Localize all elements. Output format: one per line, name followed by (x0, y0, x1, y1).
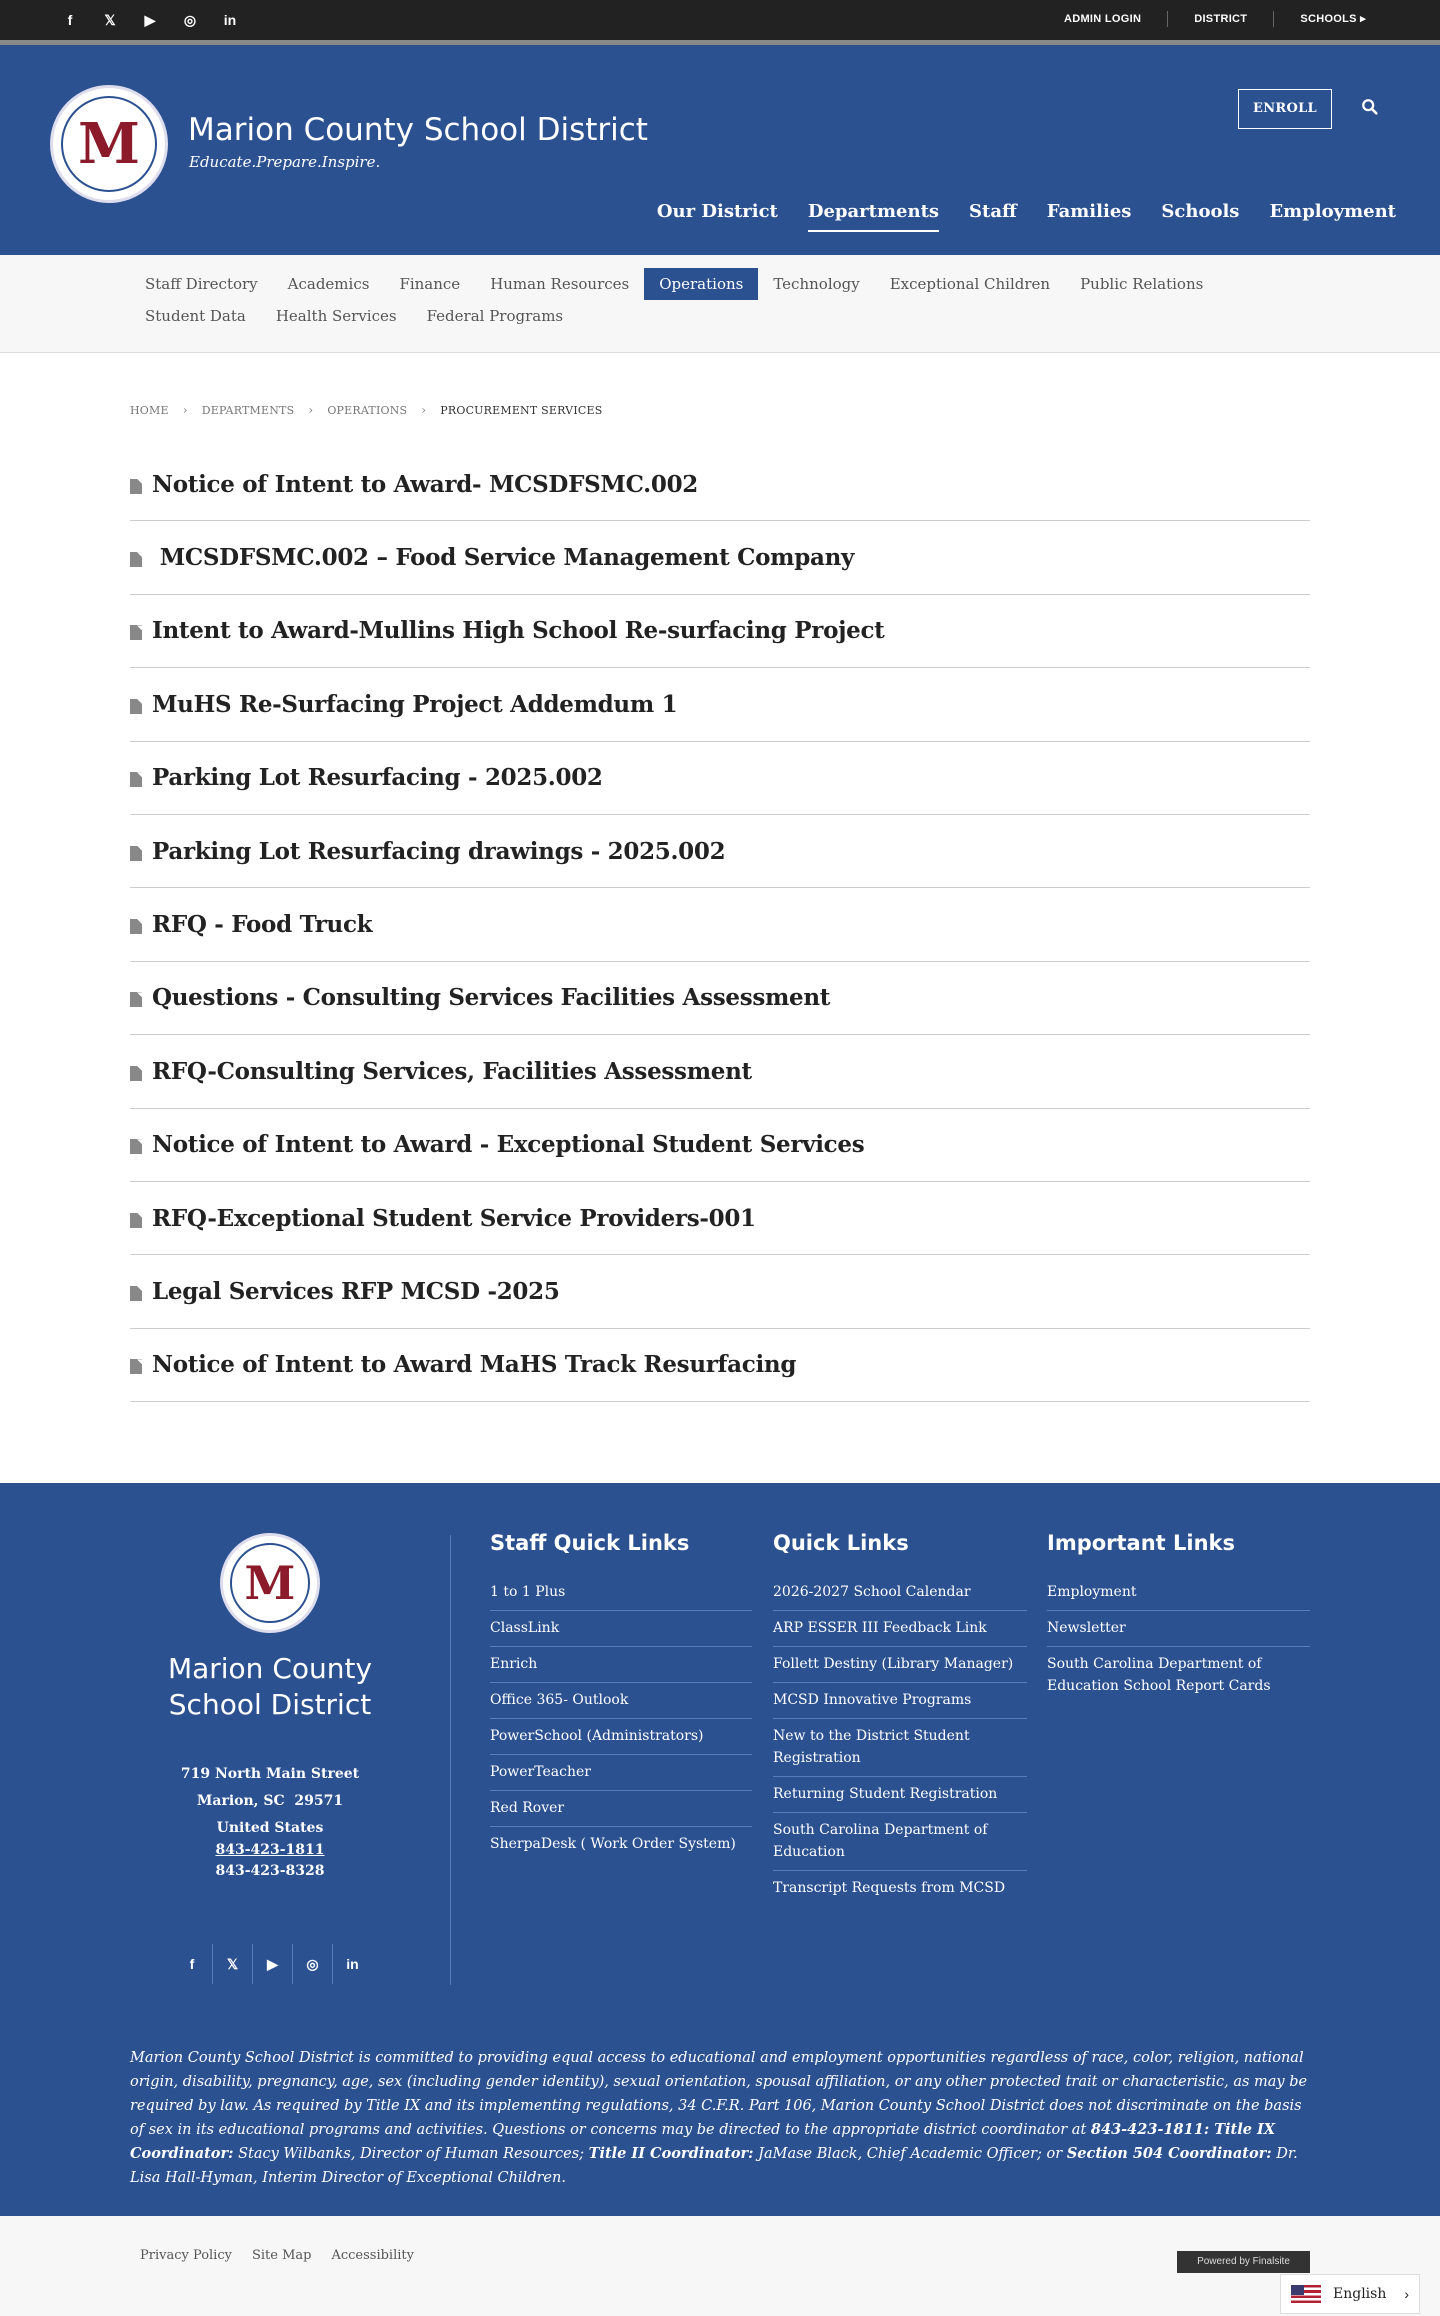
file-icon (130, 846, 142, 861)
document-title[interactable]: Intent to Award-Mullins High School Re-surfacing Project (152, 617, 885, 645)
file-icon (130, 699, 142, 714)
powered-by-finalsite-badge[interactable]: Powered by Finalsite (1177, 2251, 1310, 2273)
footer-district-name: Marion County School District (167, 1652, 373, 1721)
footer-link[interactable]: ClassLink (490, 1611, 752, 1647)
district-link[interactable]: DISTRICT (1167, 11, 1273, 27)
search-icon[interactable] (1361, 98, 1379, 116)
nondiscrimination-statement: Marion County School District is committed to providing equal access to educational and employment opportunities regardless of race, color, religion, national origin, disability, pregnancy, age, sex (including gender identity), sexual orientation, spousal affiliation, or any other protected trait or characteristic, as may be required by law. As required by Title IX and its implementing regulations, 34 C.F.R. Part 106, Marion County School District does not discriminate on the basis of sex in its educational programs and activities. Questions or concerns may be directed to the appropriate district coordinator at 843-423-1811: Title IX Coordinator: Stacy Wilbanks, Director of Human Resources; Title II Coordinator: JaMase Black, Chief Academic Officer; or Section 504 Coordinator: Dr. Lisa Hall-Hyman, Interim Director of Exceptional Children. (130, 2050, 1308, 2186)
breadcrumb-current: PROCUREMENT SERVICES (440, 403, 603, 417)
enroll-button[interactable]: ENROLL (1238, 89, 1332, 129)
footer-social-links (172, 1944, 372, 1984)
footer-link[interactable]: Newsletter (1047, 1611, 1310, 1647)
file-icon (130, 1359, 142, 1374)
youtube-icon[interactable]: ▶ (252, 1944, 292, 1984)
file-icon (130, 1139, 142, 1154)
x-twitter-icon[interactable]: 𝕏 (104, 12, 116, 28)
document-title[interactable]: Parking Lot Resurfacing drawings - 2025.002 (152, 837, 726, 865)
document-item[interactable] (130, 815, 1310, 888)
site-header (0, 45, 1440, 255)
subnav-staff-directory[interactable]: Staff Directory (145, 275, 258, 293)
chevron-right-icon: › (421, 403, 427, 417)
schools-dropdown[interactable]: SCHOOLS ▸ (1273, 11, 1392, 27)
breadcrumb-home[interactable]: HOME (130, 403, 169, 417)
subnav-row-2 (130, 300, 578, 332)
department-subnav (0, 255, 1440, 353)
file-icon (130, 1213, 142, 1228)
footer-link[interactable]: Office 365- Outlook (490, 1683, 752, 1719)
document-item[interactable] (130, 1255, 1310, 1328)
document-list (130, 448, 1310, 1402)
footer-link[interactable]: Returning Student Registration (773, 1777, 1027, 1813)
chevron-right-icon: › (308, 403, 314, 417)
file-icon (130, 919, 142, 934)
document-title[interactable]: RFQ-Exceptional Student Service Providers-001 (152, 1204, 756, 1232)
document-title[interactable]: MCSDFSMC.002 – Food Service Management Company (152, 544, 855, 572)
us-flag-icon (1291, 2285, 1321, 2303)
document-item[interactable] (130, 595, 1310, 668)
instagram-icon[interactable]: ◎ (292, 1944, 332, 1984)
document-item[interactable] (130, 742, 1310, 815)
file-icon (130, 992, 142, 1007)
document-title[interactable]: Notice of Intent to Award- MCSDFSMC.002 (152, 470, 698, 498)
file-icon (130, 1066, 142, 1081)
nav-schools[interactable]: Schools (1161, 201, 1240, 222)
subnav-academics[interactable]: Academics (287, 275, 370, 293)
site-title[interactable]: Marion County School District (188, 112, 648, 148)
document-title[interactable]: MuHS Re-Surfacing Project Addemdum 1 (152, 690, 678, 718)
subnav-health-services[interactable]: Health Services (275, 307, 397, 325)
file-icon (130, 625, 142, 640)
x-twitter-icon[interactable]: 𝕏 (212, 1944, 252, 1984)
subnav-student-data[interactable]: Student Data (145, 307, 246, 325)
legal-links (140, 2248, 414, 2263)
document-title[interactable]: Questions - Consulting Services Facilities Assessment (152, 984, 831, 1012)
phone-link[interactable]: 843-423-1811 (215, 1842, 325, 1858)
linkedin-icon[interactable]: in (223, 12, 237, 28)
utility-bar (0, 0, 1440, 45)
file-icon (130, 479, 142, 494)
subnav-finance[interactable]: Finance (399, 275, 461, 293)
important-links (1047, 1531, 1310, 1704)
instagram-icon[interactable]: ◎ (183, 12, 197, 28)
document-title[interactable]: Notice of Intent to Award MaHS Track Resurfacing (152, 1351, 797, 1379)
footer-address (130, 1761, 410, 1885)
footer-link[interactable]: PowerTeacher (490, 1755, 752, 1791)
nav-our-district[interactable]: Our District (656, 201, 778, 222)
facebook-icon[interactable]: f (67, 12, 73, 28)
document-item[interactable] (130, 962, 1310, 1035)
important-links-heading: Important Links (1047, 1531, 1236, 1555)
subnav-operations[interactable]: Operations (644, 268, 758, 300)
footer-link[interactable]: 1 to 1 Plus (490, 1575, 752, 1611)
site-tagline: Educate.Prepare.Inspire. (189, 153, 381, 171)
language-label: English (1333, 2286, 1387, 2302)
footer-link[interactable]: South Carolina Department of Education School Report Cards (1047, 1656, 1271, 1694)
file-icon (130, 772, 142, 787)
youtube-icon[interactable]: ▶ (144, 12, 156, 28)
file-icon (130, 552, 142, 567)
footer-link[interactable]: MCSD Innovative Programs (773, 1683, 1027, 1719)
footer-link[interactable]: Employment (1047, 1575, 1310, 1611)
document-item[interactable] (130, 1109, 1310, 1182)
document-item[interactable] (130, 888, 1310, 961)
document-item[interactable] (130, 668, 1310, 741)
staff-quick-links-heading: Staff Quick Links (490, 1531, 690, 1555)
quick-links (773, 1531, 1027, 1906)
utility-links (1038, 11, 1392, 27)
subnav-exceptional-children[interactable]: Exceptional Children (889, 275, 1051, 293)
breadcrumb-operations[interactable]: OPERATIONS (327, 403, 408, 417)
linkedin-icon[interactable]: in (332, 1944, 372, 1984)
chevron-right-icon: › (182, 403, 188, 417)
footer-link[interactable]: Follett Destiny (Library Manager) (773, 1647, 1027, 1683)
document-title[interactable]: RFQ-Consulting Services, Facilities Assessment (152, 1057, 752, 1085)
document-item[interactable] (130, 1035, 1310, 1108)
bottom-bar (0, 2216, 1440, 2316)
quick-links-heading: Quick Links (773, 1531, 909, 1555)
document-title[interactable]: Legal Services RFP MCSD -2025 (152, 1277, 560, 1305)
accessibility-link[interactable]: Accessibility (331, 2248, 414, 2263)
chevron-right-icon: › (1404, 2286, 1409, 2302)
district-logo[interactable]: M (50, 85, 168, 203)
document-title[interactable]: Parking Lot Resurfacing - 2025.002 (152, 764, 603, 792)
language-selector[interactable] (1280, 2274, 1420, 2314)
site-footer (0, 1483, 1440, 2216)
admin-login-link[interactable]: ADMIN LOGIN (1063, 13, 1142, 25)
footer-link[interactable]: SherpaDesk ( Work Order System) (490, 1836, 736, 1852)
footer-link[interactable]: Enrich (490, 1647, 752, 1683)
nav-staff[interactable]: Staff (969, 201, 1017, 222)
document-item[interactable] (130, 448, 1310, 521)
facebook-icon[interactable]: f (189, 1956, 195, 1972)
footer-link[interactable]: 2026-2027 School Calendar (773, 1575, 1027, 1611)
subnav-public-relations[interactable]: Public Relations (1080, 275, 1204, 293)
nav-employment[interactable]: Employment (1269, 201, 1396, 222)
site-map-link[interactable]: Site Map (251, 2248, 312, 2263)
privacy-policy-link[interactable]: Privacy Policy (140, 2248, 232, 2263)
address-line-2: Marion, SC 29571 (196, 1793, 344, 1809)
social-links (60, 10, 240, 30)
document-title[interactable]: RFQ - Food Truck (152, 911, 373, 939)
nav-families[interactable]: Families (1046, 201, 1132, 222)
document-item[interactable] (130, 521, 1310, 594)
document-item[interactable] (130, 1329, 1310, 1402)
nav-departments[interactable]: Departments (808, 201, 939, 232)
address-line-1: 719 North Main Street (180, 1766, 360, 1782)
footer-link[interactable]: New to the District Student Registration (773, 1719, 1027, 1777)
footer-divider (450, 1535, 451, 1985)
footer-link[interactable]: ARP ESSER III Feedback Link (773, 1611, 1027, 1647)
footer-logo[interactable]: M (220, 1533, 320, 1633)
subnav-human-resources[interactable]: Human Resources (490, 275, 630, 293)
footer-link[interactable]: PowerSchool (Administrators) (490, 1719, 752, 1755)
document-title[interactable]: Notice of Intent to Award - Exceptional Student Services (152, 1131, 865, 1159)
staff-quick-links (490, 1531, 752, 1862)
address-country: United States (216, 1820, 324, 1836)
subnav-federal-programs[interactable]: Federal Programs (426, 307, 564, 325)
subnav-row-1 (130, 268, 1218, 300)
footer-link[interactable]: South Carolina Department of Education (773, 1813, 1027, 1871)
breadcrumb-departments[interactable]: DEPARTMENTS (201, 403, 295, 417)
file-icon (130, 1286, 142, 1301)
document-item[interactable] (130, 1182, 1310, 1255)
main-navigation (657, 201, 1396, 232)
subnav-technology[interactable]: Technology (773, 275, 860, 293)
breadcrumb (130, 403, 602, 417)
footer-link[interactable]: Transcript Requests from MCSD (773, 1880, 1006, 1896)
fax-number: 843-423-8328 (215, 1863, 325, 1879)
footer-link[interactable]: Red Rover (490, 1791, 752, 1827)
